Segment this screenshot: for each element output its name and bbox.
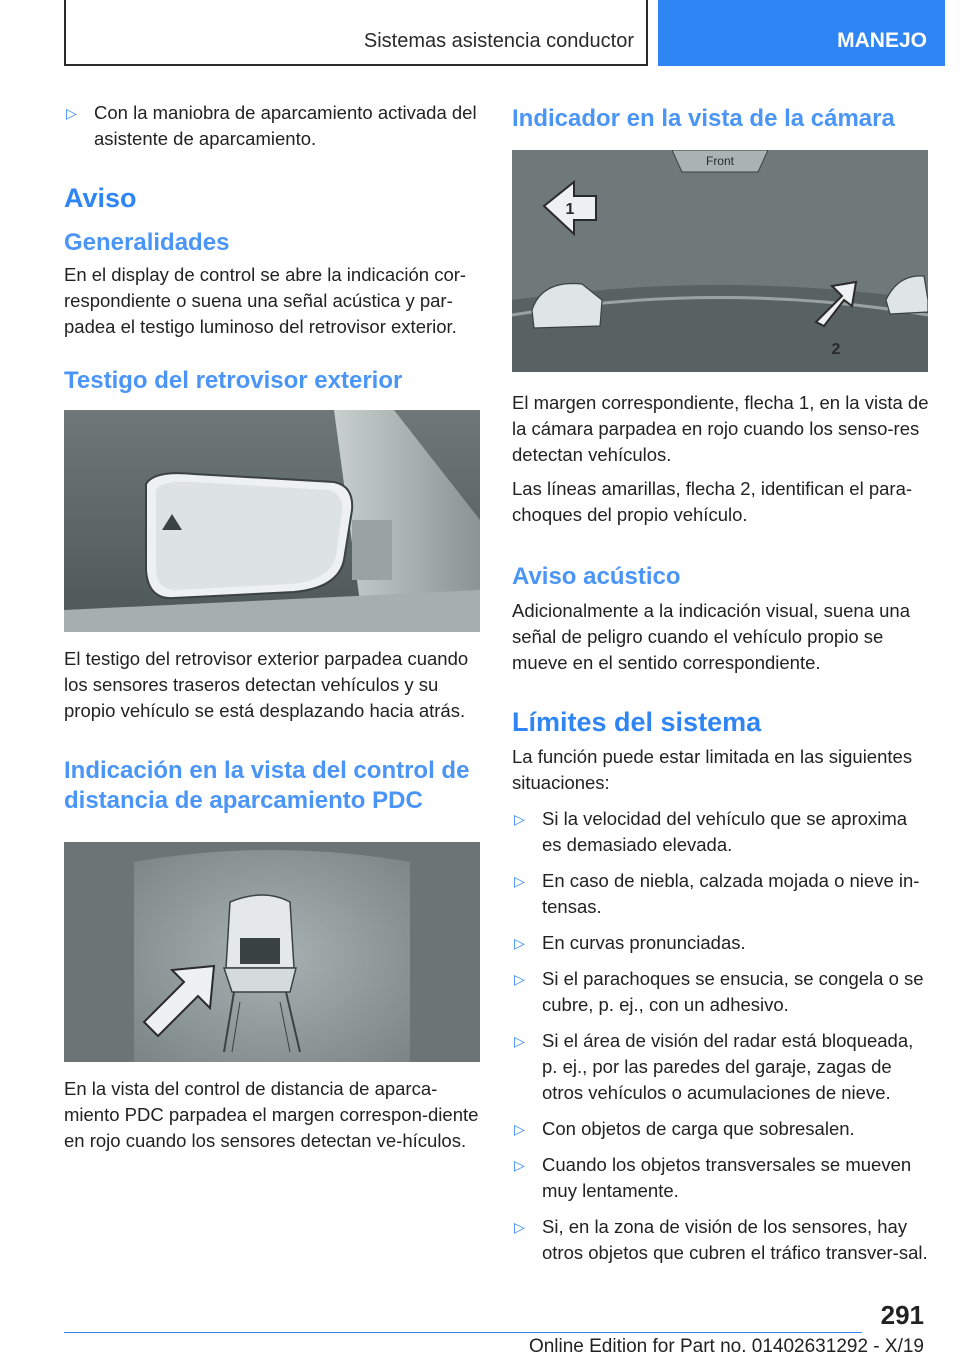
heading-acustico: Aviso acústico [512,563,681,590]
chapter-title: Sistemas asistencia conductor [363,30,634,52]
paragraph-camara-1: El margen correspondiente, flecha 1, en la vista de la cámara parpadea en rojo cuando los senso-res detectan vehículos. [512,392,929,465]
camera-illustration [512,150,928,372]
list-item [512,806,930,858]
arrow-1-label: 1 [565,201,575,218]
list-item-text: Con la maniobra de aparcamiento activada del asistente de aparcamiento. [94,102,477,149]
list-item-text: En curvas pronunciadas. [542,932,746,953]
arrow-2-label: 2 [831,341,841,358]
paragraph-acustico: Adicionalmente a la indicación visual, suena una señal de peligro cuando el vehículo propio se mueve en el sentido correspondiente. [512,600,911,673]
heading-limites: Límites del sistema [512,707,762,737]
pdc-illustration [64,842,480,1062]
list-item-text: Si el parachoques se ensucia, se congela o se cubre, p. ej., con un adhesivo. [542,968,924,1015]
list-item [512,1152,930,1204]
footer-edition: Online Edition for Part no. 01402631292 - X/19 [528,1336,924,1357]
page-number: 291 [880,1300,924,1330]
bullet-triangle-icon: ▷ [514,873,525,889]
heading-aviso: Aviso [64,183,137,213]
list-item [512,966,930,1018]
list-item-text: Cuando los objetos transversales se mueven muy lentamente. [542,1154,912,1201]
list-item [512,868,930,920]
heading-pdc: Indicación en la vista del control de distancia de aparcamiento PDC [64,757,470,814]
bullet-triangle-icon: ▷ [514,1121,525,1137]
bullet-triangle-icon: ▷ [514,971,525,987]
right-column [512,100,930,1276]
paragraph-camara-2: Las líneas amarillas, flecha 2, identifican el para-choques del propio vehículo. [512,478,913,525]
header-section-tab [658,0,945,66]
list-item-text: Si, en la zona de visión de los sensores, hay otros objetos que cubren el tráfico transver-sal. [542,1216,928,1263]
paragraph-pdc: En la vista del control de distancia de aparca-miento PDC parpadea el margen correspon-diente en rojo cuando los sensores detectan ve-hículos. [64,1078,479,1151]
list-item-text: En caso de niebla, calzada mojada o nieve in-tensas. [542,870,920,917]
bullet-triangle-icon: ▷ [514,1157,525,1173]
paragraph-generalidades: En el display de control se abre la indicación cor-respondiente o suena una señal acústica y par-padea el testigo luminoso del retrovisor exterior. [64,264,467,337]
paragraph-testigo: El testigo del retrovisor exterior parpadea cuando los sensores traseros detectan vehículos y su propio vehículo se está desplazando hacia atrás. [64,648,469,721]
list-item-text: Con objetos de carga que sobresalen. [542,1118,855,1139]
heading-generalidades: Generalidades [64,229,230,256]
list-item-text: Si la velocidad del vehículo que se aproxima es demasiado elevada. [542,808,908,855]
list-item [512,1214,930,1266]
heading-camara: Indicador en la vista de la cámara [512,105,895,132]
bullet-triangle-icon: ▷ [514,1219,525,1235]
paragraph-limites: La función puede estar limitada en las siguientes situaciones: [512,746,913,793]
list-item [64,100,482,152]
mirror-figure [64,410,480,632]
camera-front-label: Front [705,154,735,168]
header-chapter-box [64,0,648,66]
list-item [512,1116,930,1142]
section-title: MANEJO [837,29,927,52]
pdc-figure [64,842,480,1062]
list-item [512,1028,930,1106]
limits-list [512,806,930,1266]
mirror-illustration [64,410,480,632]
bullet-triangle-icon: ▷ [514,935,525,951]
bullet-triangle-icon: ▷ [66,105,77,121]
camera-figure [512,150,928,372]
footer-rule [64,1332,862,1333]
list-item-text: Si el área de visión del radar está bloqueada, p. ej., por las paredes del garaje, zagas de otros vehículos o acumulaciones de nieve. [542,1030,914,1103]
car-top-view-icon [224,895,296,992]
heading-testigo: Testigo del retrovisor exterior [64,367,403,394]
bullet-triangle-icon: ▷ [514,811,525,827]
bullet-triangle-icon: ▷ [514,1033,525,1049]
left-column [64,100,482,1162]
list-item [512,930,930,956]
